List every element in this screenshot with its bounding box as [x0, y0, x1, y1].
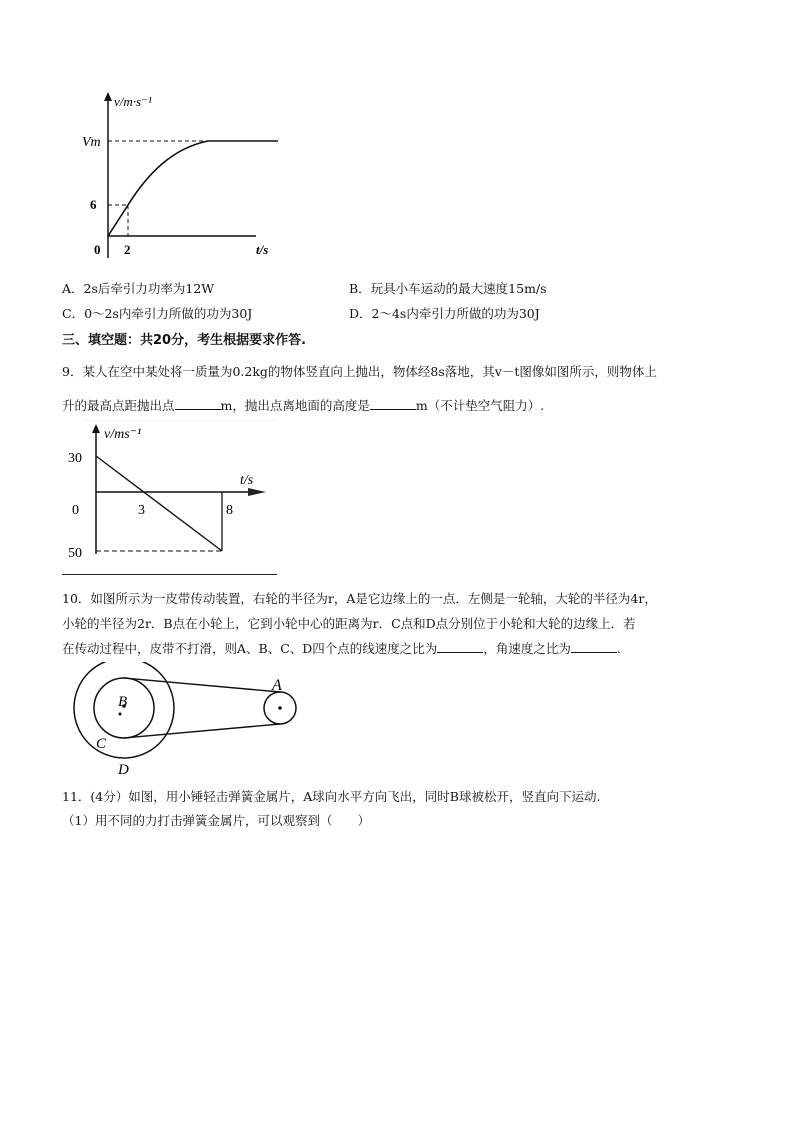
tick-0: 0 — [72, 503, 79, 518]
right-wheel-center — [278, 706, 282, 710]
q9-text-c: m（不计垫空气阻力）. — [415, 398, 545, 413]
tick-8: 8 — [226, 503, 233, 518]
q11-line-1: 11．(4分）如图，用小锤轻击弹簧金属片，A球向水平方向飞出，同时B球被松开，竖直向下运动. — [62, 789, 601, 804]
q10-text-b: ，角速度之比为 — [483, 641, 571, 656]
y-tick-6: 6 — [90, 197, 97, 212]
q9-blank-1[interactable] — [175, 397, 221, 410]
label-d: D — [118, 762, 129, 778]
option-d: D．2～4s内牵引力所做的功为30J — [349, 306, 540, 321]
tick-neg50: 50 — [68, 546, 82, 561]
option-c: C．0～2s内牵引力所做的功为30J — [62, 306, 253, 321]
x-axis-label: t/s — [240, 473, 254, 488]
vm-label: Vm — [82, 135, 101, 150]
q10-line-1: 10．如图所示为一皮带传动装置，右轮的半径为r，A是它边缘上的一点．左侧是一轮轴，大轮的半径为4r， — [62, 591, 657, 606]
wheel-center — [119, 713, 122, 716]
option-a: A．2s后牵引力功率为12W — [62, 281, 215, 296]
section-heading: 三、填空题：共20分，考生根据要求作答. — [62, 333, 307, 348]
q9-blank-2[interactable] — [370, 397, 416, 410]
tick-30: 30 — [68, 451, 82, 466]
q10-blank-1[interactable] — [437, 640, 483, 653]
y-axis-arrow — [92, 424, 100, 433]
x-axis-arrow — [248, 488, 266, 496]
q11-line-2: （1）用不同的力打击弹簧金属片，可以观察到（ ） — [62, 813, 370, 828]
q9-line-1: 9．某人在空中某处将一质量为0.2kg的物体竖直向上抛出，物体经8s落地，其v－t图像如图所示，则物体上 — [62, 364, 657, 379]
label-b: B — [118, 694, 128, 710]
q10-line-3 — [62, 639, 621, 657]
y-axis-label: v/m·s⁻¹ — [114, 94, 152, 109]
figure-belt-drive — [62, 662, 322, 782]
divider-rule — [62, 574, 277, 575]
q10-line-2: 小轮的半径为2r．B点在小轮上，它到小轮中心的距离为r．C点和D点分别位于小轮和大轮的边缘上．若 — [62, 616, 636, 631]
label-c: C — [96, 736, 107, 752]
q10-text-c: . — [616, 641, 621, 656]
velocity-line — [96, 456, 222, 551]
q10-blank-2[interactable] — [571, 640, 617, 653]
q9-text-b: m，抛出点离地面的高度是 — [220, 398, 370, 413]
origin-label: 0 — [94, 242, 101, 257]
x-tick-2: 2 — [124, 242, 131, 257]
q10-text-a: 在传动过程中，皮带不打滑，则A、B、C、D四个点的线速度之比为 — [62, 641, 438, 656]
label-a: A — [272, 677, 282, 694]
big-wheel — [74, 662, 174, 758]
velocity-curve — [108, 141, 278, 236]
option-b: B．玩具小车运动的最大速度15m/s — [349, 281, 547, 296]
x-axis-label: t/s — [256, 242, 269, 257]
figure-vt-graph-1 — [78, 88, 298, 268]
tick-3: 3 — [138, 503, 145, 518]
y-axis-arrow — [104, 92, 112, 101]
figure-vt-graph-2 — [62, 420, 282, 570]
q9-line-2 — [62, 396, 544, 414]
y-axis-label: v/ms⁻¹ — [104, 427, 142, 442]
q9-text-a: 升的最高点距抛出点 — [62, 398, 175, 413]
